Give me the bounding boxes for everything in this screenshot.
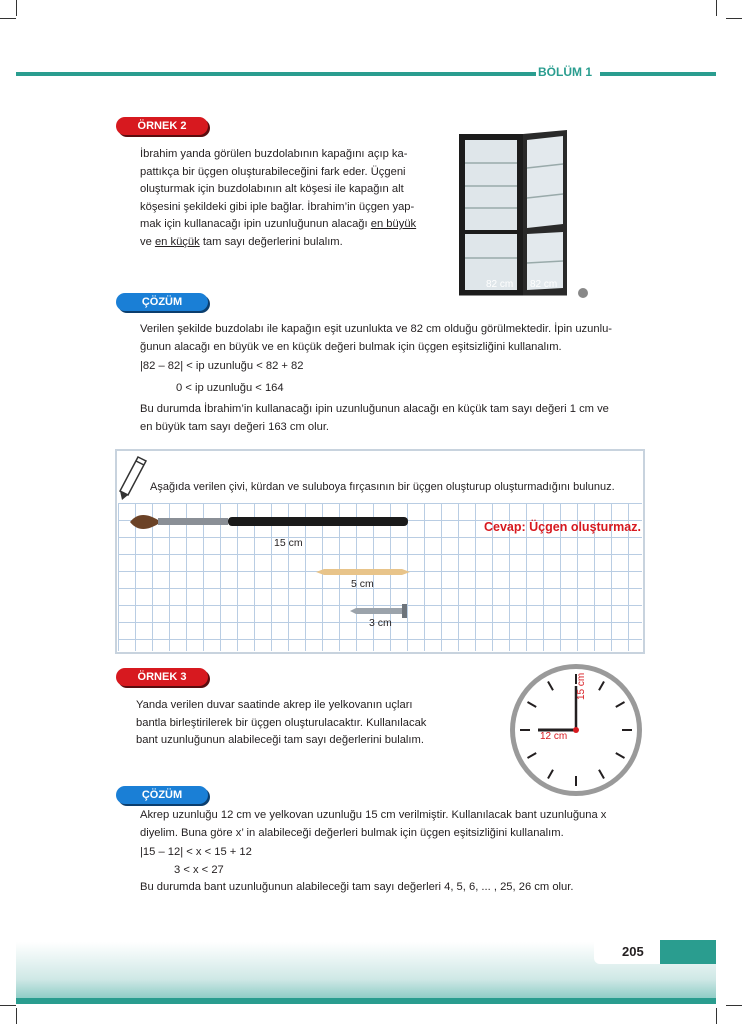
text-span: mak için kullanacağı ipin uzunluğunun alacağı bbox=[140, 218, 371, 230]
brush-length-label: 15 cm bbox=[274, 537, 303, 549]
text-span: ve bbox=[140, 235, 155, 248]
footer-bar bbox=[16, 998, 716, 1004]
example-3-text bbox=[136, 697, 476, 750]
text-line: Verilen şekilde buzdolabı ile kapağın eşit uzunlukta ve 82 cm olduğu görülmektedir. İpin uzunlu- bbox=[140, 323, 613, 335]
fridge-label-left: 82 cm bbox=[486, 279, 514, 290]
fridge-label-right: 82 cm bbox=[530, 279, 558, 290]
solution-2-badge: ÇÖZÜM bbox=[116, 786, 208, 804]
solution-1-text bbox=[140, 321, 650, 436]
text-line: bant uzunluğunun alabileceği tam sayı değerlerini bulalım. bbox=[136, 734, 424, 746]
solution-2-text bbox=[140, 807, 660, 897]
activity-answer: Cevap: Üçgen oluşturmaz. bbox=[484, 520, 641, 534]
underlined-term: en büyük bbox=[370, 218, 417, 230]
text-line: İbrahim yanda görülen buzdolabının kapağını açıp ka- bbox=[140, 148, 408, 160]
example-2-badge: ÖRNEK 2 bbox=[116, 117, 208, 135]
crop-mark bbox=[726, 18, 742, 19]
page-number: 205 bbox=[622, 944, 644, 959]
clock-hour-hand-label: 12 cm bbox=[540, 731, 568, 742]
text-line: oluşturmak için buzdolabının alt köşesi ile kapağın alt bbox=[140, 183, 404, 195]
text-line: pattıkça bir üçgen oluşturabileceğini fark eder. Üçgeni bbox=[140, 165, 406, 178]
text-line: Akrep uzunluğu 12 cm ve yelkovan uzunluğu 15 cm verilmiştir. Kullanılacak bant uzunluğuna x bbox=[140, 809, 607, 821]
page-number-tab bbox=[660, 940, 716, 964]
text-span: tam sayı değerlerini bulalım. bbox=[199, 235, 343, 248]
crop-mark bbox=[16, 0, 17, 16]
text-line: en büyük tam sayı değeri 163 cm olur. bbox=[140, 420, 330, 433]
text-line: diyelim. Buna göre x’ in alabileceği değerleri bulmak için üçgen eşitsizliğini kullanalım. bbox=[140, 826, 564, 839]
example-2-text bbox=[140, 146, 440, 251]
inequality: 3 < x < 27 bbox=[174, 863, 224, 876]
nail-length-label: 3 cm bbox=[369, 617, 392, 629]
crop-mark bbox=[726, 1005, 742, 1006]
text-line bbox=[140, 216, 440, 234]
crop-mark bbox=[0, 18, 16, 19]
text-line: bantla birleştirilerek bir üçgen oluşturulacaktır. Kullanılacak bbox=[136, 716, 427, 729]
text-line bbox=[140, 234, 440, 252]
inequality: 0 < ip uzunluğu < 164 bbox=[176, 381, 284, 394]
text-line: Yanda verilen duvar saatinde akrep ile yelkovanın uçları bbox=[136, 699, 413, 711]
clock-minute-hand-label: 15 cm bbox=[576, 672, 587, 700]
text-line: Bu durumda İbrahim’in kullanacağı ipin uzunluğunun alacağı en küçük tam sayı değeri 1 cm ve bbox=[140, 403, 609, 415]
underlined-term: en küçük bbox=[154, 235, 200, 248]
text-line: ğunun alacağı en büyük ve en küçük değeri bulmak için üçgen eşitsizliğini kullanalım. bbox=[140, 340, 562, 353]
toothpick-length-label: 5 cm bbox=[351, 578, 374, 590]
nail-illustration bbox=[350, 604, 410, 618]
fridge-illustration bbox=[455, 128, 595, 300]
crop-mark bbox=[716, 1008, 717, 1024]
inequality: |15 – 12| < x < 15 + 12 bbox=[140, 846, 252, 858]
text-line: köşesini şekildeki gibi iple bağlar. İbrahim’in üçgen yap- bbox=[140, 200, 415, 213]
header-rule bbox=[16, 72, 536, 76]
pencil-icon bbox=[118, 455, 150, 501]
toothpick-illustration bbox=[316, 568, 410, 576]
crop-mark bbox=[716, 0, 717, 16]
example-3-badge: ÖRNEK 3 bbox=[116, 668, 208, 686]
crop-mark bbox=[0, 1005, 16, 1006]
inequality: |82 – 82| < ip uzunluğu < 82 + 82 bbox=[140, 360, 304, 372]
text-line: Bu durumda bant uzunluğunun alabileceği tam sayı değerleri 4, 5, 6, ... , 25, 26 cm olur. bbox=[140, 881, 574, 893]
section-title: BÖLÜM 1 bbox=[538, 65, 592, 79]
crop-mark bbox=[16, 1008, 17, 1024]
header-rule-right bbox=[600, 72, 716, 76]
activity-prompt: Aşağıda verilen çivi, kürdan ve suluboya fırçasının bir üçgen oluşturup oluşturmadığını bulunuz. bbox=[150, 481, 615, 493]
solution-1-badge: ÇÖZÜM bbox=[116, 293, 208, 311]
paintbrush-illustration bbox=[128, 510, 412, 534]
